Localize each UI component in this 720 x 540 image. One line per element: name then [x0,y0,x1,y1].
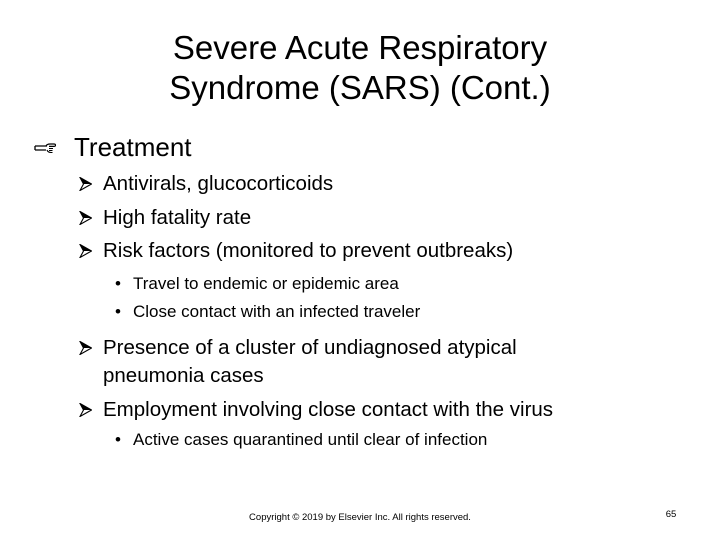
sub-list-item-label: Active cases quarantined until clear of infection [133,430,488,449]
list-item-label: Employment involving close contact with the virus [103,398,554,421]
slide-title-line-2: Syndrome (SARS) (Cont.) [169,69,551,106]
bullet-dot-icon: • [115,430,121,449]
copyright-footer: Copyright © 2019 by Elsevier Inc. All rights reserved. [249,512,471,523]
slide-title-line-1: Severe Acute Respiratory [172,29,548,66]
arrow-bullet-icon [79,403,92,417]
list-item-label: High fatality rate [103,206,252,229]
bullet-dot-icon: • [115,274,121,293]
arrow-bullet-icon [79,244,92,258]
hand-pointer-bullet-icon [34,141,56,155]
slide-title [60,28,660,108]
list-item-label: Risk factors (monitored to prevent outbreaks) [103,239,514,262]
arrow-bullet-icon [79,341,92,355]
bullet-dot-icon: • [115,302,121,321]
arrow-bullet-icon [79,211,92,225]
sub-list-item-label: Travel to endemic or epidemic area [133,274,399,293]
sub-list-item-label: Close contact with an infected traveler [133,302,421,321]
arrow-bullet-icon [79,177,92,191]
list-item-label-continued: pneumonia cases [103,364,264,387]
list-item-label: Antivirals, glucocorticoids [103,172,334,195]
heading-label: Treatment [74,132,192,162]
page-number: 65 [665,509,677,520]
list-item-label: Presence of a cluster of undiagnosed atypical [103,336,517,359]
